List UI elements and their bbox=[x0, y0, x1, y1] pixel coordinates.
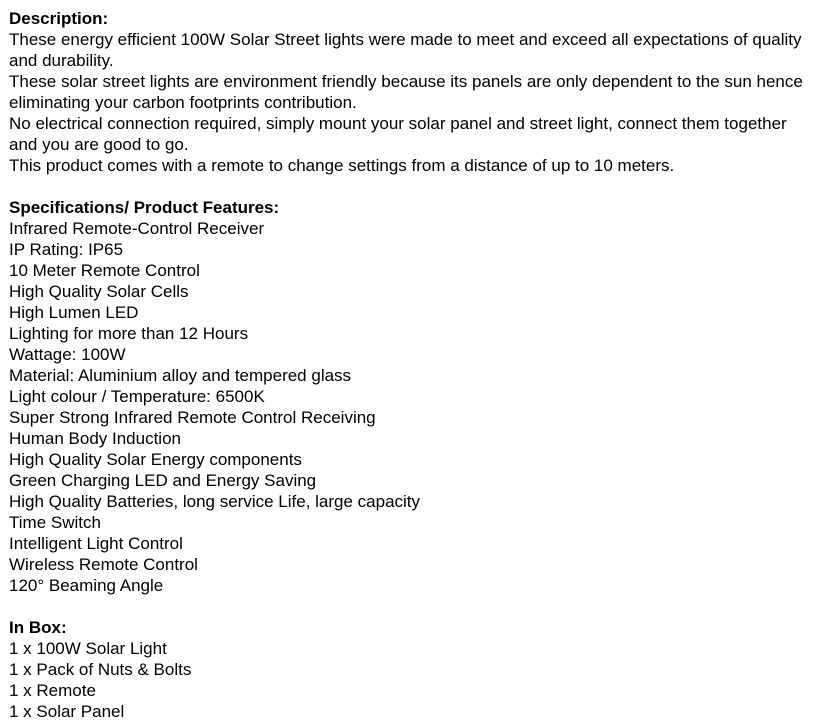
spec-item: High Quality Solar Cells bbox=[9, 282, 189, 301]
in-box-heading: In Box: bbox=[9, 618, 67, 637]
spec-item: Infrared Remote-Control Receiver bbox=[9, 219, 265, 238]
spec-item: Material: Aluminium alloy and tempered glass bbox=[9, 366, 352, 385]
description-paragraph: These solar street lights are environment friendly because its panels are only dependent to the sun hence eliminating your carbon footprints contribution. bbox=[9, 72, 803, 112]
specifications-section bbox=[9, 197, 809, 596]
description-paragraph: This product comes with a remote to change settings from a distance of up to 10 meters. bbox=[9, 156, 675, 175]
spec-item: Super Strong Infrared Remote Control Receiving bbox=[9, 408, 376, 427]
description-paragraph: These energy efficient 100W Solar Street lights were made to meet and exceed all expectations of quality and durability. bbox=[9, 30, 802, 70]
spec-item: IP Rating: IP65 bbox=[9, 240, 124, 259]
spec-item: Wattage: 100W bbox=[9, 345, 126, 364]
in-box-list bbox=[9, 638, 809, 722]
product-document bbox=[9, 8, 809, 722]
spec-item: Wireless Remote Control bbox=[9, 555, 198, 574]
specifications-heading: Specifications/ Product Features: bbox=[9, 198, 280, 217]
spec-item: Green Charging LED and Energy Saving bbox=[9, 471, 317, 490]
specifications-list bbox=[9, 218, 809, 596]
in-box-item: 1 x Solar Panel bbox=[9, 702, 125, 721]
section-spacer bbox=[9, 596, 809, 617]
spec-item: 120° Beaming Angle bbox=[9, 576, 164, 595]
in-box-item: 1 x Pack of Nuts & Bolts bbox=[9, 660, 192, 679]
in-box-section bbox=[9, 617, 809, 722]
spec-item: Time Switch bbox=[9, 513, 101, 532]
spec-item: Human Body Induction bbox=[9, 429, 181, 448]
in-box-item: 1 x Remote bbox=[9, 681, 96, 700]
spec-item: High Lumen LED bbox=[9, 303, 139, 322]
description-heading: Description: bbox=[9, 9, 109, 28]
spec-item: High Quality Solar Energy components bbox=[9, 450, 302, 469]
spec-item: 10 Meter Remote Control bbox=[9, 261, 200, 280]
spec-item: Intelligent Light Control bbox=[9, 534, 183, 553]
in-box-item: 1 x 100W Solar Light bbox=[9, 639, 167, 658]
spec-item: High Quality Batteries, long service Life, large capacity bbox=[9, 492, 421, 511]
spec-item: Light colour / Temperature: 6500K bbox=[9, 387, 265, 406]
section-spacer bbox=[9, 176, 809, 197]
spec-item: Lighting for more than 12 Hours bbox=[9, 324, 249, 343]
description-section bbox=[9, 8, 809, 176]
description-paragraph: No electrical connection required, simply mount your solar panel and street light, connect them together and you are good to go. bbox=[9, 114, 787, 154]
